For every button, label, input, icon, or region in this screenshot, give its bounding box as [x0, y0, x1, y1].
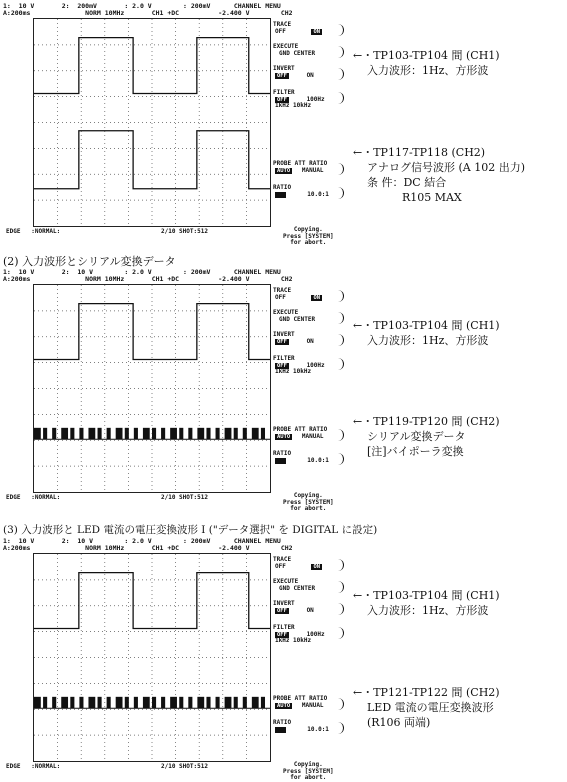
menu-filter[interactable]: FILTER OFF 100Hz 1kHz 10kHz [273, 356, 339, 376]
ch2-pulse [125, 428, 129, 439]
menu-filter[interactable]: FILTER OFF 100Hz 1kHz 10kHz [273, 625, 339, 645]
menu-execute[interactable]: EXECUTE GND CENTER [273, 44, 339, 57]
ch2-pulse [179, 697, 183, 708]
ch2-pulse [234, 697, 238, 708]
ch2-pulse [43, 697, 47, 708]
ch2-pulse [70, 697, 74, 708]
ch2-pulse [261, 428, 265, 439]
scope-header-row2: A:200ms NORM 10MHz CH1 +DC -2.400 V CH2 [3, 544, 293, 552]
note-ch1: ←・TP103-TP104 間 (CH1) 入力波形：1Hz、方形波 [353, 319, 500, 347]
ch2-waveform [34, 697, 270, 708]
ch2-pulse [134, 697, 138, 708]
scope-footer-mid: 2/10 SHOT:512 [161, 763, 208, 770]
ch2-pulse [206, 428, 210, 439]
ch2-pulse [243, 697, 247, 708]
ch2-pulse [98, 428, 102, 439]
scope-header-row1: 1: 10 V 2: 10 V : 2.0 V : 200mV CHANNEL MENU [3, 268, 281, 276]
scope-footer-left: EDGE :NORMAL: [6, 228, 61, 235]
ch2-pulse [234, 428, 238, 439]
ch2-pulse [34, 428, 41, 439]
ch2-pulse [197, 428, 204, 439]
ch2-pulse [79, 428, 83, 439]
ch1-waveform [34, 304, 270, 360]
scope-footer-right: Copying. Press [SYSTEM] for abort. [283, 761, 334, 781]
ch2-pulse [197, 697, 204, 708]
ch2-pulse [43, 428, 47, 439]
menu-trace[interactable]: TRACE OFF ON [273, 22, 339, 35]
menu-execute[interactable]: EXECUTE GND CENTER [273, 579, 339, 592]
scope-footer-right: Copying. Press [SYSTEM] for abort. [283, 226, 334, 246]
ch2-pulse [161, 428, 165, 439]
ch2-pulse [88, 428, 95, 439]
scope-header-row1: 1: 10 V 2: 10 V : 2.0 V : 200mV CHANNEL MENU [3, 537, 281, 545]
ch2-pulse [52, 428, 56, 439]
note-ch2: ←・TP119-TP120 間 (CH2) シリアル変換データ [注]バイポーラ変換 [353, 415, 500, 458]
scope-grid [34, 19, 270, 226]
ch2-pulse [216, 697, 220, 708]
ch2-pulse [252, 697, 259, 708]
ch2-pulse [225, 697, 232, 708]
scope-grid [34, 554, 270, 761]
ch2-pulse [98, 697, 102, 708]
scope-screen [33, 284, 271, 493]
channel-menu [273, 284, 343, 491]
menu-invert[interactable]: INVERT OFF ON [273, 601, 339, 614]
scope-screen [33, 18, 271, 227]
ch2-pulse [170, 697, 177, 708]
menu-probe-att-ratio[interactable]: PROBE ATT RATIO AUTO MANUAL [273, 696, 339, 709]
ch2-pulse [88, 697, 95, 708]
menu-invert[interactable]: INVERT OFF ON [273, 332, 339, 345]
ch2-pulse [107, 428, 111, 439]
ch2-pulse [170, 428, 177, 439]
oscilloscope-capture-1 [3, 2, 563, 246]
menu-trace[interactable]: TRACE OFF ON [273, 288, 339, 301]
ch2-pulse [116, 697, 123, 708]
scope-footer-left: EDGE :NORMAL: [6, 763, 61, 770]
menu-trace[interactable]: TRACE OFF ON [273, 557, 339, 570]
section-2-title: (2) 入力波形とシリアル変換データ [3, 255, 176, 268]
ch2-pulse [34, 697, 41, 708]
ch2-pulse [179, 428, 183, 439]
channel-menu [273, 18, 343, 225]
ch2-pulse [61, 428, 68, 439]
ch2-pulse [116, 428, 123, 439]
scope-footer-mid: 2/10 SHOT:512 [161, 228, 208, 235]
ch1-waveform [34, 38, 270, 94]
channel-menu [273, 553, 343, 760]
menu-invert[interactable]: INVERT OFF ON [273, 66, 339, 79]
scope-grid [34, 285, 270, 492]
note-ch2: ←・TP121-TP122 間 (CH2) LED 電流の電圧変換波形 (R106 両端) [353, 686, 500, 729]
ch2-pulse [143, 428, 150, 439]
menu-filter[interactable]: FILTER OFF 100Hz 1kHz 10kHz [273, 90, 339, 110]
ch2-pulse [152, 428, 156, 439]
scope-footer-mid: 2/10 SHOT:512 [161, 494, 208, 501]
ch2-pulse [216, 428, 220, 439]
oscilloscope-capture-2 [3, 268, 563, 512]
ch2-pulse [243, 428, 247, 439]
ch2-pulse [79, 697, 83, 708]
menu-ratio[interactable]: RATIO 10.0:1 [273, 451, 339, 464]
menu-ratio[interactable]: RATIO 10.0:1 [273, 720, 339, 733]
ch1-waveform [34, 573, 270, 629]
note-ch1: ←・TP103-TP104 間 (CH1) 入力波形：1Hz、方形波 [353, 49, 500, 77]
ch2-pulse [252, 428, 259, 439]
ch2-pulse [70, 428, 74, 439]
scope-footer-right: Copying. Press [SYSTEM] for abort. [283, 492, 334, 512]
ch2-waveform [34, 428, 270, 439]
ch2-pulse [152, 697, 156, 708]
ch2-pulse [188, 428, 192, 439]
ch2-pulse [206, 697, 210, 708]
scope-header-row2: A:200ms NORM 10MHz CH1 +DC -2.400 V CH2 [3, 9, 293, 17]
note-ch2: ←・TP117-TP118 (CH2) アナログ信号波形 (A 102 出力) 条 件：DC 結合 R105 MAX [353, 146, 525, 204]
menu-probe-att-ratio[interactable]: PROBE ATT RATIO AUTO MANUAL [273, 427, 339, 440]
ch2-pulse [134, 428, 138, 439]
scope-header-row1: 1: 10 V 2: 200mV : 2.0 V : 200mV CHANNEL MENU [3, 2, 281, 10]
scope-header-row2: A:200ms NORM 10MHz CH1 +DC -2.400 V CH2 [3, 275, 293, 283]
section-3-title: (3) 入力波形と LED 電流の電圧変換波形 I ("データ選択" を DIGITAL に設定) [3, 524, 378, 536]
ch2-pulse [261, 697, 265, 708]
ch2-pulse [52, 697, 56, 708]
oscilloscope-capture-3 [3, 537, 563, 781]
ch2-pulse [143, 697, 150, 708]
note-ch1: ←・TP103-TP104 間 (CH1) 入力波形：1Hz、方形波 [353, 589, 500, 617]
menu-ratio[interactable]: RATIO 10.0:1 [273, 185, 339, 198]
scope-footer-left: EDGE :NORMAL: [6, 494, 61, 501]
ch2-pulse [161, 697, 165, 708]
ch2-pulse [107, 697, 111, 708]
ch2-pulse [61, 697, 68, 708]
ch2-pulse [125, 697, 129, 708]
scope-screen [33, 553, 271, 762]
ch2-pulse [225, 428, 232, 439]
menu-execute[interactable]: EXECUTE GND CENTER [273, 310, 339, 323]
ch2-pulse [188, 697, 192, 708]
menu-probe-att-ratio[interactable]: PROBE ATT RATIO AUTO MANUAL [273, 161, 339, 174]
